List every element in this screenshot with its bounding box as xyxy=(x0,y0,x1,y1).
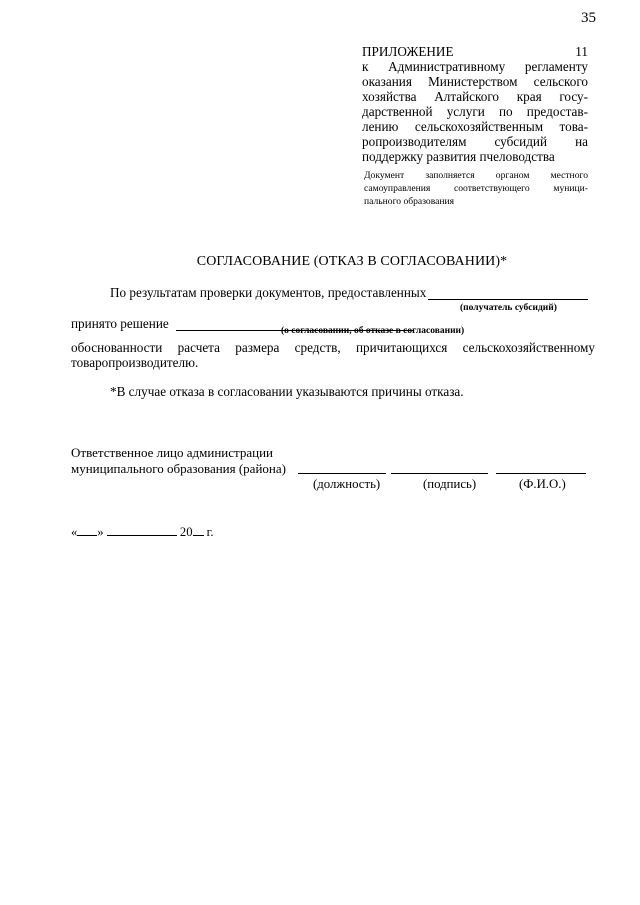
appendix-line: оказания Министерством сельского xyxy=(362,74,588,89)
note-line: самоуправления соответствующего муници- xyxy=(364,183,588,194)
day-field[interactable] xyxy=(77,524,97,536)
full-name-caption: (Ф.И.О.) xyxy=(519,477,566,491)
year-suffix: г. xyxy=(203,525,214,539)
responsible-label-line: муниципального образования (района) xyxy=(71,461,286,476)
page-number: 35 xyxy=(581,10,596,26)
appendix-line: ПРИЛОЖЕНИЕ 11 xyxy=(362,44,588,59)
date-open-quote: « xyxy=(71,525,78,539)
body-text-line: обоснованности расчета размера средств, причитающихся сельскохозяйственному xyxy=(71,340,595,355)
date-line xyxy=(71,524,214,540)
fill-in-note xyxy=(364,169,588,208)
appendix-line: хозяйства Алтайского края госу- xyxy=(362,89,588,104)
decision-label: принято решение xyxy=(71,316,169,331)
appendix-header xyxy=(362,44,588,164)
footnote: *В случае отказа в согласовании указываются причины отказа. xyxy=(110,384,464,399)
intro-text: По результатам проверки документов, предоставленных xyxy=(110,285,427,300)
recipient-caption: (получатель субсидий) xyxy=(460,303,557,313)
decision-caption: (о согласовании, об отказе в согласовании) xyxy=(281,326,465,336)
appendix-line: к Административному регламенту xyxy=(362,59,588,74)
full-name-field[interactable] xyxy=(496,473,586,474)
year-field[interactable] xyxy=(193,524,204,536)
document-title: СОГЛАСОВАНИЕ (ОТКАЗ В СОГЛАСОВАНИИ)* xyxy=(196,254,508,269)
year-prefix: 20 xyxy=(179,525,193,539)
signature-caption: (подпись) xyxy=(423,477,477,491)
note-line: Документ заполняется органом местного xyxy=(364,170,588,181)
position-caption: (должность) xyxy=(313,477,381,491)
appendix-line: дарственной услуги по предостав- xyxy=(362,104,588,119)
appendix-line: поддержку развития пчеловодства xyxy=(362,149,555,164)
note-line: пального образования xyxy=(364,196,455,207)
date-close-quote: » xyxy=(97,525,104,539)
responsible-label-line: Ответственное лицо администрации xyxy=(71,445,274,460)
month-field[interactable] xyxy=(107,524,177,536)
recipient-field[interactable] xyxy=(428,299,588,300)
appendix-line: ропроизводителям субсидий на xyxy=(362,134,588,149)
position-field[interactable] xyxy=(298,473,386,474)
body-text-line: товаропроизводителю. xyxy=(71,355,199,370)
appendix-line: лению сельскохозяйственным това- xyxy=(362,119,588,134)
signature-field[interactable] xyxy=(391,473,488,474)
